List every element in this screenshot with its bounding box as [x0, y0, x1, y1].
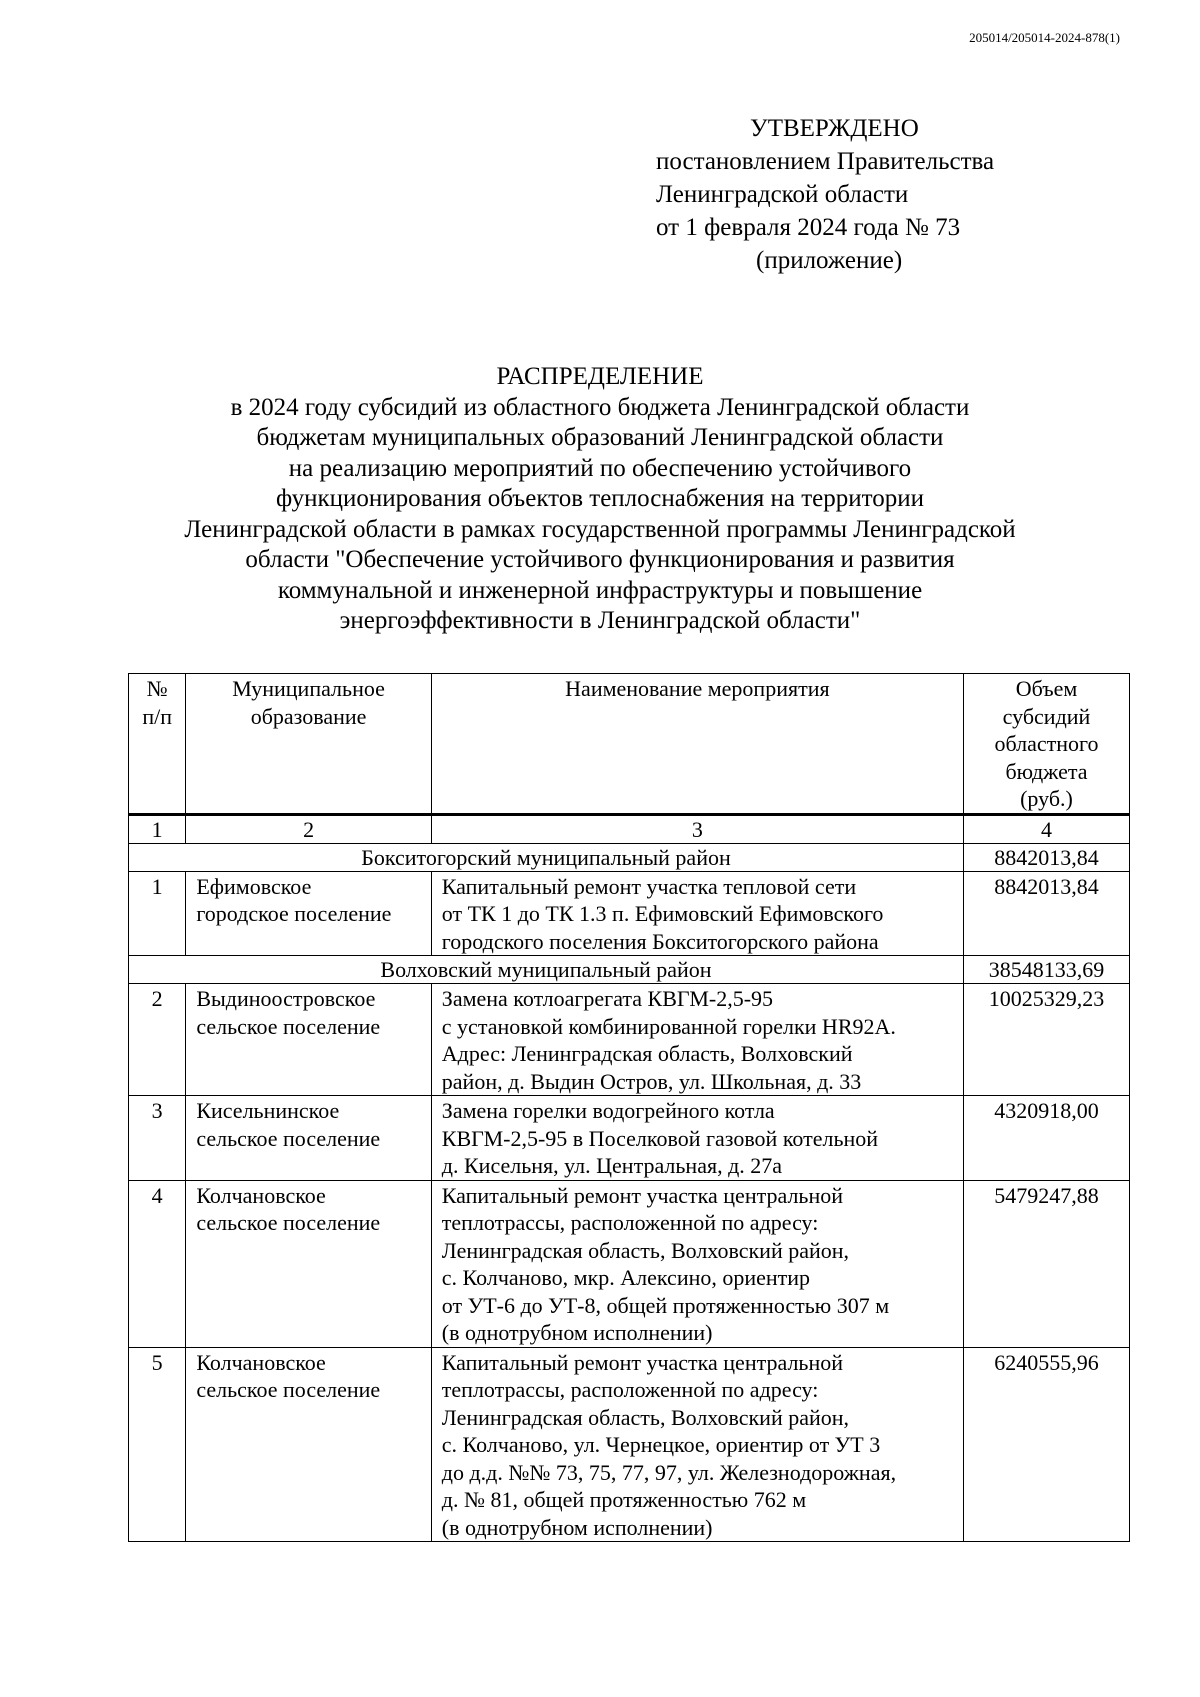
header-number	[129, 674, 186, 815]
column-number-row	[129, 814, 1130, 843]
column-number: 3	[431, 814, 963, 843]
activity-text: с. Колчаново, ул. Чернецкое, ориентир от УТ 3	[441, 1432, 881, 1457]
row-number: 1	[129, 871, 186, 956]
municipality-cell	[186, 1347, 431, 1542]
activity-text: от ТК 1 до ТК 1.3 п. Ефимовский Ефимовского	[441, 901, 884, 926]
column-number: 1	[129, 814, 186, 843]
document-title	[100, 362, 1100, 637]
district-total: 8842013,84	[963, 843, 1129, 871]
table-row	[129, 1096, 1130, 1181]
municipality-cell	[186, 1096, 431, 1181]
title-line: Ленинградской области в рамках государственной программы Ленинградской	[184, 515, 1016, 543]
municipality-cell	[186, 984, 431, 1096]
approval-line-2: Ленинградской области	[656, 181, 909, 208]
row-number: 2	[129, 984, 186, 1096]
activity-text: д. № 81, общей протяженностью 762 м	[441, 1487, 807, 1512]
district-row	[129, 843, 1130, 871]
approval-line-3: от 1 февраля 2024 года № 73	[656, 214, 961, 241]
activity-cell	[431, 1347, 963, 1542]
activity-cell	[431, 984, 963, 1096]
document-id: 205014/205014-2024-878(1)	[969, 30, 1120, 45]
amount-cell: 5479247,88	[963, 1180, 1129, 1347]
row-number: 5	[129, 1347, 186, 1542]
activity-text: Ленинградская область, Волховский район,	[441, 1404, 850, 1430]
column-number: 4	[963, 814, 1129, 843]
table-row	[129, 871, 1130, 956]
header-municipality	[186, 674, 431, 815]
amount-cell: 6240555,96	[963, 1347, 1129, 1542]
table-row	[129, 984, 1130, 1096]
activity-text: с. Колчаново, мкр. Алексино, ориентир	[441, 1265, 811, 1290]
activity-cell	[431, 1180, 963, 1347]
table-row	[129, 1347, 1130, 1542]
column-number: 2	[186, 814, 431, 843]
municipality-text: Колчановское	[196, 1349, 326, 1375]
municipality-text: Выдиноостровское	[196, 986, 376, 1011]
approval-line-1: постановлением Правительства	[656, 148, 995, 175]
header-text: №	[146, 676, 168, 701]
approval-block	[656, 112, 994, 277]
header-text: (руб.)	[1020, 786, 1073, 811]
municipality-text: сельское поселение	[196, 1210, 381, 1235]
activity-text: Ленинградская область, Волховский район,	[441, 1237, 850, 1263]
district-row	[129, 956, 1130, 984]
title-line: в 2024 году субсидий из областного бюджета Ленинградской области	[230, 393, 970, 421]
approval-stamp: УТВЕРЖДЕНО	[750, 115, 919, 142]
header-text: образование	[250, 703, 367, 729]
header-text: п/п	[142, 703, 172, 729]
amount-cell: 10025329,23	[963, 984, 1129, 1096]
municipality-text: городское поселение	[196, 901, 392, 926]
activity-text: теплотрассы, расположенной по адресу:	[441, 1210, 819, 1235]
municipality-cell	[186, 871, 431, 956]
header-text: Муниципальное	[232, 676, 385, 701]
municipality-text: Кисельнинское	[196, 1098, 340, 1123]
municipality-text: сельское поселение	[196, 1125, 381, 1151]
district-name: Бокситогорский муниципальный район	[129, 843, 964, 871]
activity-cell	[431, 871, 963, 956]
activity-text: до д.д. №№ 73, 75, 77, 97, ул. Железнодорожная,	[441, 1459, 897, 1485]
activity-text: Замена горелки водогрейного котла	[441, 1098, 775, 1123]
title-line: на реализацию мероприятий по обеспечению устойчивого	[288, 454, 912, 482]
activity-text: д. Кисельня, ул. Центральная, д. 27а	[441, 1153, 783, 1178]
header-text: Объем	[1015, 676, 1078, 701]
municipality-text: сельское поселение	[196, 1013, 381, 1039]
row-number: 3	[129, 1096, 186, 1181]
header-text: бюджета	[1005, 758, 1088, 784]
activity-text: КВГМ-2,5-95 в Поселковой газовой котельной	[441, 1125, 879, 1151]
title-line: коммунальной и инженерной инфраструктуры и повышение	[277, 576, 923, 604]
header-text: Наименование мероприятия	[565, 676, 830, 701]
activity-text: Капитальный ремонт участка тепловой сети	[441, 873, 857, 899]
activity-text: Капитальный ремонт участка центральной	[441, 1182, 843, 1208]
municipality-text: Колчановское	[196, 1182, 326, 1208]
municipality-text: Ефимовское	[196, 873, 312, 899]
activity-text: с установкой комбинированной горелки HR92A.	[441, 1013, 896, 1039]
activity-text: Замена котлоагрегата КВГМ-2,5-95	[441, 986, 774, 1011]
title-line: области "Обеспечение устойчивого функционирования и развития	[245, 546, 955, 573]
activity-text: теплотрассы, расположенной по адресу:	[441, 1377, 819, 1402]
title-line: функционирования объектов теплоснабжения на территории	[276, 485, 924, 512]
municipality-text: сельское поселение	[196, 1377, 381, 1402]
row-number: 4	[129, 1180, 186, 1347]
header-amount	[963, 674, 1129, 815]
subsidy-distribution-table	[128, 673, 1130, 1542]
district-total: 38548133,69	[963, 956, 1129, 984]
approval-annex: (приложение)	[756, 247, 903, 274]
activity-text: (в однотрубном исполнении)	[441, 1320, 713, 1345]
activity-text: район, д. Выдин Остров, ул. Школьная, д. 33	[441, 1068, 862, 1094]
table-header-row	[129, 674, 1130, 815]
municipality-cell	[186, 1180, 431, 1347]
amount-cell: 8842013,84	[963, 871, 1129, 956]
table-row	[129, 1180, 1130, 1347]
amount-cell: 4320918,00	[963, 1096, 1129, 1181]
district-name: Волховский муниципальный район	[129, 956, 964, 984]
activity-cell	[431, 1096, 963, 1181]
activity-text: Адрес: Ленинградская область, Волховский	[441, 1041, 853, 1066]
title-line: энергоэффективности в Ленинградской области"	[339, 607, 861, 634]
activity-text: Капитальный ремонт участка центральной	[441, 1349, 843, 1375]
title-line: бюджетам муниципальных образований Ленинградской области	[256, 424, 944, 451]
header-activity	[431, 674, 963, 815]
header-text: субсидий	[1002, 703, 1091, 729]
activity-text: (в однотрубном исполнении)	[441, 1514, 713, 1540]
header-text: областного	[994, 731, 1099, 756]
activity-text: от УТ-6 до УТ-8, общей протяженностью 307 м	[441, 1292, 890, 1318]
title-heading: РАСПРЕДЕЛЕНИЕ	[496, 363, 704, 390]
activity-text: городского поселения Бокситогорского района	[441, 928, 879, 954]
